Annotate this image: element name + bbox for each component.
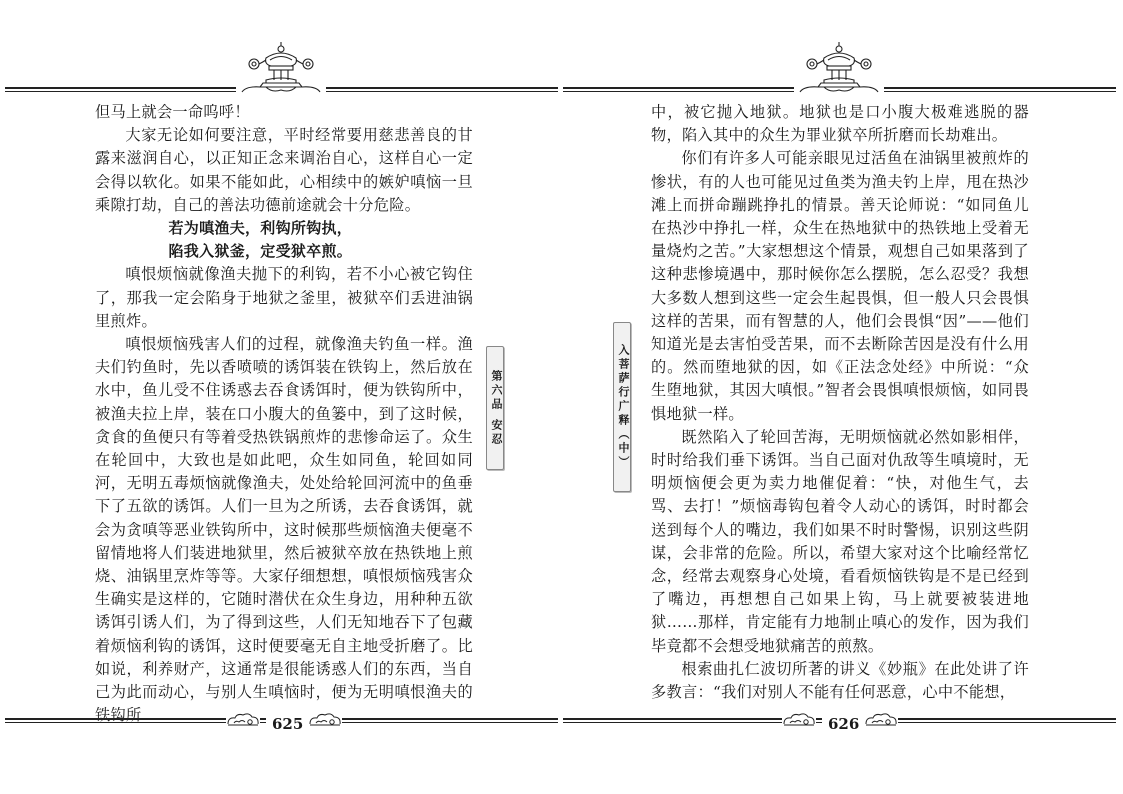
paragraph: 根索曲扎仁波切所著的讲义《妙瓶》在此处讲了许多教言：“我们对别人不能有任何恶意，心中不能想，	[651, 659, 1029, 702]
left-page	[0, 0, 561, 794]
verse-line: 若为嗔渔夫，利钩所钩执，	[168, 219, 353, 238]
ornament-icon	[794, 40, 884, 96]
page-number: 625	[266, 715, 309, 733]
chapter-side-tab: 第六品 安忍	[486, 346, 504, 470]
paragraph: 你们有许多人可能亲眼见过活鱼在油锅里被煎炸的惨状，有的人也可能见过鱼类为渔夫钓上岸，甩在热沙滩上而拼命蹦跳挣扎的情景。善天论师说：“如同鱼儿在热沙中挣扎一样，众生在热地狱中的热铁地上受着无量烧灼之苦。”大家想想这个情景，观想自己如果落到了这种悲惨境遇中，那时候你怎么摆脱，怎么忍受？我想大多数人想到这些一定会生起畏惧，但一般人只会畏惧这样的苦果，而有智慧的人，他们会畏惧“因”——他们知道光是去害怕受苦果，而不去断除苦因是没有什么用的。然而堕地狱的因，如《正法念处经》中所说：“众生堕地狱，其因大嗔恨。”智者会畏惧嗔恨烦恼，如同畏惧地狱一样。	[651, 149, 1029, 423]
paragraph: 嗔恨烦恼残害人们的过程，就像渔夫钓鱼一样。渔夫们钓鱼时，先以香喷喷的诱饵装在铁钩上，然后放在水中，鱼儿受不住诱惑去吞食诱饵时，便为铁钩所中，被渔夫拉上岸，装在口小腹大的鱼篓中，到了这时候，贪食的鱼便只有等着受热铁锅煎炸的悲惨命运了。众生在轮回中，大致也是如此吧，众生如同鱼，轮回如同河，无明五毒烦恼就像渔夫，处处给轮回河流中的鱼垂下了五欲的诱饵。人们一旦为之所诱，去吞食诱饵，就会为贪嗔等恶业铁钩所中，这时候那些烦恼渔夫便毫不留情地将人们装进地狱里，然后被狱卒放在热铁地上煎烧、油锅里烹炸等等。大家仔细想想，嗔恨烦恼残害众生确实是这样的，它随时潜伏在众生身边，用种种五欲诱饵引诱人们，为了得到这些，人们无知地吞下了包藏着烦恼利钩的诱饵，这时便要毫无自主地受折磨了。比如说，利养财产，这通常是很能诱惑人们的东西，当自己为此而动心，与别人生嗔恼时，便为无明嗔恨渔夫的铁钩所	[95, 335, 473, 725]
book-title-side-tab: 入菩萨行广释（中）	[613, 322, 631, 492]
paragraph: 大家无论如何要注意，平时经常要用慈悲善良的甘露来滋润自心，以正知正念来调治自心，这样自心一定会得以软化。如果不能如此，心相续中的嫉妒嗔恼一旦乘隙打劫，自己的善法功德前途就会十分危险。	[95, 126, 473, 214]
ornament-icon	[236, 40, 326, 96]
cloud-ornament-icon	[226, 711, 260, 729]
paragraph: 既然陷入了轮回苦海，无明烦恼就必然如影相伴，时时给我们垂下诱饵。当自己面对仇敌等生嗔境时，无明烦恼便会更为卖力地催促着：“快，对他生气，去骂、去打！”烦恼毒钩包着令人动心的诱饵，时时都会送到每个人的嘴边，我们如果不时时警惕，识别这些阴谋，会非常的危险。所以，希望大家对这个比喻经常忆念，经常去观察身心处境，看看烦恼铁钩是不是已经到了嘴边，再想想自己如果上钩，马上就要被装进地狱……那样，肯定能有力地制止嗔心的发作，因为我们毕竟都不会想受地狱痛苦的煎熬。	[651, 427, 1029, 655]
left-body-text	[95, 101, 473, 727]
verse-line: 陷我入狱釜，定受狱卒煎。	[168, 242, 353, 261]
cloud-ornament-icon	[308, 711, 342, 729]
paragraph: 中，被它抛入地狱。地狱也是口小腹大极难逃脱的器物，陷入其中的众生为罪业狱卒所折磨而长劫难出。	[651, 103, 1029, 145]
cloud-ornament-icon	[782, 711, 816, 729]
paragraph: 但马上就会一命呜呼！	[95, 103, 250, 121]
right-body-text	[651, 101, 1029, 704]
paragraph: 嗔恨烦恼就像渔夫抛下的利钩，若不小心被它钩住了，那我一定会陷身于地狱之釜里，被狱卒们丢进油锅里煎炸。	[95, 265, 473, 330]
page-number: 626	[822, 715, 865, 733]
cloud-ornament-icon	[864, 711, 898, 729]
right-page	[561, 0, 1123, 794]
